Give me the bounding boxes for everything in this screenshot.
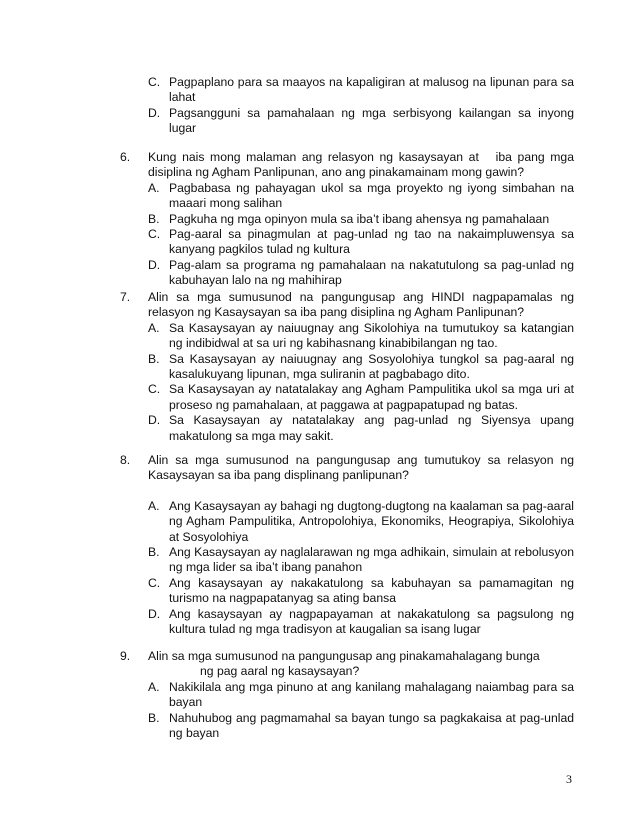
choice-item — [148, 711, 574, 742]
choice-item — [148, 181, 574, 212]
choice-item — [148, 212, 574, 227]
choice-text: Ang Kasaysayan ay naglalarawan ng mga adhikain, simulain at rebolusyon ng mga lider sa iba’t ibang panahon — [169, 545, 574, 575]
choice-text: Sa Kasaysayan ay natatalakay ang pag-unlad ng Siyensya upang makatulong sa mga may sakit. — [169, 413, 574, 443]
question-text-line: Alin sa mga sumusunod na pangungusap ang pinakamahalagang bunga — [148, 649, 540, 663]
choice-text: Sa Kasaysayan ay naiuugnay ang Sikolohiya na tumutukoy sa katangian ng indibidwal at sa uri ng kabihasnang kinabibilangan ng tao. — [169, 320, 574, 351]
choice-letter: A. — [148, 180, 160, 195]
choice-item — [148, 382, 574, 413]
question-text: Alin sa mga sumusunod na pangungusap ang HINDI nagpapamalas ng relasyon ng Kasaysayan sa iba pang disiplina ng Agham Panlipunan? — [148, 290, 574, 320]
choice-item — [148, 352, 574, 383]
choice-text: Pag-alam sa programa ng pamahalaan na nakatutulong sa pag-unlad ng kabuhayan lalo na ng mahihirap — [169, 257, 574, 288]
choice-text: Ang kasaysayan ay nakakatulong sa kabuhayan sa pamamagitan ng turismo na nagpapatanyag sa ating bansa — [169, 575, 574, 606]
choice-letter: D. — [148, 105, 161, 120]
question-number: 6. — [120, 150, 131, 164]
page-number: 3 — [566, 772, 572, 786]
choice-text: Ang Kasaysayan ay bahagi ng dugtong-dugtong na kaalaman sa pag-aaral ng Agham Pampulitika, Antropolohiya, Ekonomiks, Heograpiya, Sikolohiya at Sosyolohiya — [169, 498, 574, 544]
choice-item — [148, 545, 574, 576]
question-number: 8. — [120, 453, 131, 467]
question-text-line: ng pag aaral ng kasaysayan? — [200, 664, 360, 679]
question-stem — [120, 150, 578, 181]
question-9 — [120, 649, 574, 741]
question-number: 9. — [120, 649, 131, 663]
choice-text: Pagsangguni sa pamahalaan ng mga serbisyong kailangan sa inyong lugar — [169, 105, 574, 136]
choice-item — [148, 499, 574, 545]
choice-text: Nakikilala ang mga pinuno at ang kanilang mahalagang naiambag para sa bayan — [169, 679, 574, 710]
choice-item — [148, 607, 574, 638]
choice-letter: B. — [148, 211, 160, 226]
choice-item — [148, 413, 574, 444]
question-stem — [120, 290, 574, 321]
question-text — [148, 649, 574, 680]
choice-letter: C. — [148, 575, 161, 590]
choice-item — [148, 258, 574, 289]
choice-item — [148, 227, 574, 258]
question-text: Alin sa mga sumusunod na pangungusap ang tumutukoy sa relasyon ng Kasaysayan sa iba pang displinang panlipunan? — [148, 453, 574, 483]
choice-letter: D. — [148, 606, 161, 621]
choice-item — [148, 680, 574, 711]
choice-text: Pag-aaral sa pinagmulan at pag-unlad ng tao na nakaimpluwensya sa kanyang pagkilos tulad ng kultura — [169, 227, 574, 257]
choice-item — [148, 106, 574, 137]
choice-letter: C. — [148, 382, 161, 397]
choice-letter: A. — [148, 498, 160, 513]
question-stem — [120, 453, 574, 484]
choice-letter: B. — [148, 351, 160, 366]
choice-text: Nahuhubog ang pagmamahal sa bayan tungo sa pagkakaisa at pag-unlad ng bayan — [169, 710, 574, 741]
choice-item — [148, 321, 574, 352]
question-number: 7. — [120, 290, 131, 304]
choice-letter: D. — [148, 257, 161, 272]
question-7 — [120, 290, 574, 444]
choice-letter: A. — [148, 679, 160, 694]
choice-item — [148, 576, 574, 607]
choice-text: Sa Kasaysayan ay naiuugnay ang Sosyolohiya tungkol sa pag-aaral ng kasalukuyang lipunan, mga suliranin at pagbabago dito. — [169, 351, 574, 382]
choice-text: Sa Kasaysayan ay natatalakay ang Agham Pampulitika ukol sa mga uri at proseso ng pamahalaan, at paggawa at pagpapatupad ng batas. — [169, 382, 574, 412]
question-6 — [120, 150, 578, 289]
choice-text: Ang kasaysayan ay nagpapayaman at nakakatulong sa pagsulong ng kultura tulad ng mga tradisyon at kaugalian sa isang lugar — [169, 606, 574, 637]
choice-letter: B. — [148, 545, 160, 560]
choice-item — [148, 75, 574, 106]
choice-letter: B. — [148, 710, 160, 725]
choice-letter: C. — [148, 227, 161, 242]
choice-letter: D. — [148, 413, 161, 428]
choice-text: Pagpaplano para sa maayos na kapaligiran at malusog na lipunan para sa lahat — [169, 75, 574, 105]
question-text: Kung nais mong malaman ang relasyon ng kasaysayan at iba pang mga disiplina ng Agham Panlipunan, ano ang pinakamainam mong gawin? — [148, 150, 578, 180]
choice-text: Pagkuha ng mga opinyon mula sa iba’t ibang ahensya ng pamahalaan — [169, 211, 550, 226]
choice-letter: C. — [148, 75, 161, 89]
question-stem — [120, 649, 574, 680]
choice-text: Pagbabasa ng pahayagan ukol sa mga proyekto ng iyong simbahan na maaari mong salihan — [169, 180, 574, 211]
choice-letter: A. — [148, 320, 160, 335]
question-5-continuation — [148, 75, 574, 137]
question-8 — [120, 453, 574, 637]
